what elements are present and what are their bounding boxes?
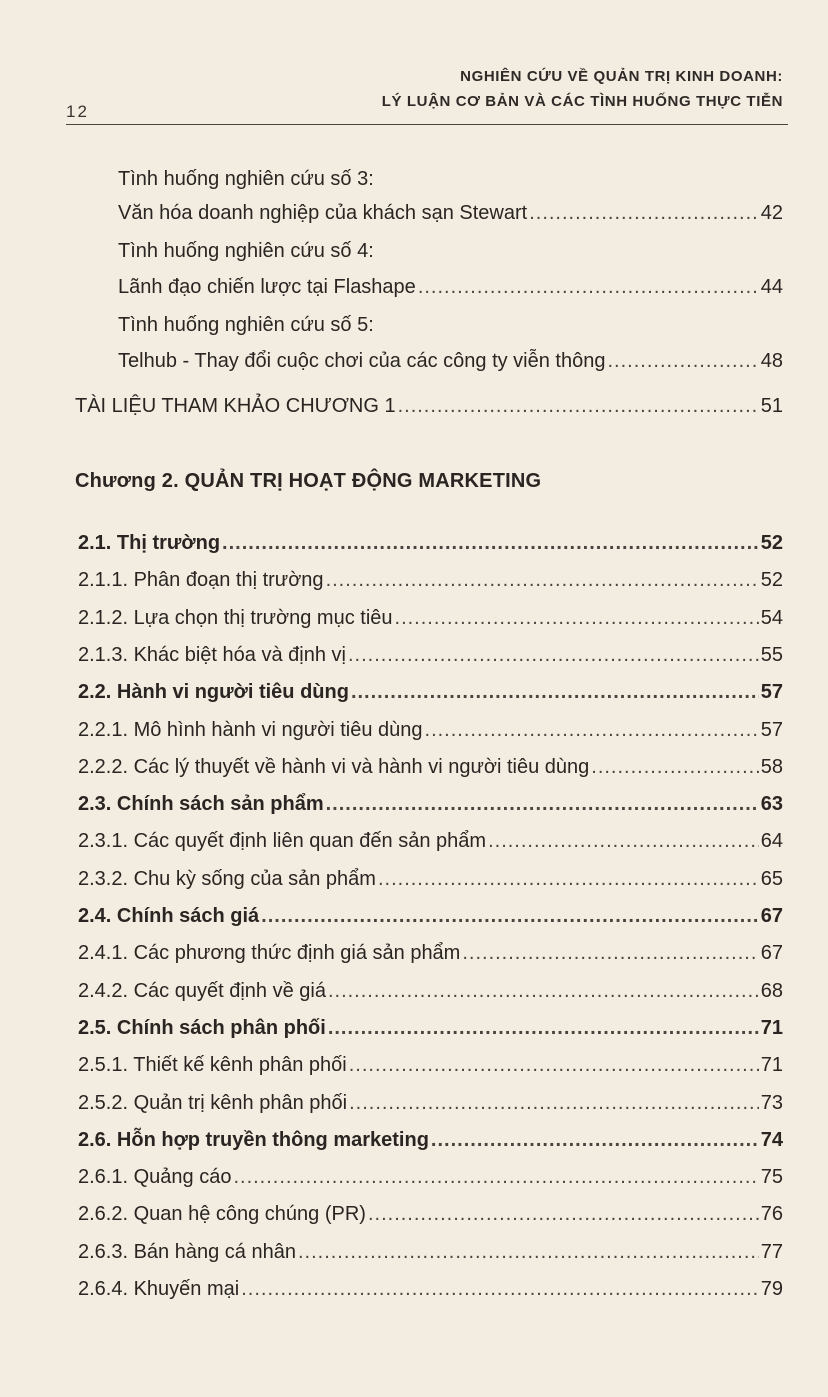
toc-section-entry[interactable] (78, 530, 783, 556)
toc-entry-page: 55 (760, 644, 783, 666)
toc-entry-label: 2.2.1. Mô hình hành vi người tiêu dùng (78, 719, 423, 741)
toc-entry-label: 2.5.1. Thiết kế kênh phân phối (78, 1054, 347, 1076)
dot-leader (349, 1090, 759, 1116)
toc-entry-label: Văn hóa doanh nghiệp của khách sạn Stewart (118, 202, 528, 224)
dot-leader (431, 1127, 759, 1153)
toc-section-entry[interactable] (78, 903, 783, 929)
toc-entry-page: 79 (760, 1278, 783, 1300)
dot-leader (488, 828, 759, 854)
toc-entry-label: 2.5.2. Quản trị kênh phân phối (78, 1092, 348, 1114)
toc-entry-page: 52 (760, 532, 783, 554)
toc-subsection-entry[interactable] (78, 978, 783, 1004)
toc-entry-page: 58 (760, 756, 783, 778)
toc-entry-label: 2.4. Chính sách giá (78, 905, 260, 927)
chapter-heading: Chương 2. QUẢN TRỊ HOẠT ĐỘNG MARKETING (75, 470, 542, 492)
toc-entry-page: 54 (760, 607, 783, 629)
toc-entry-label: 2.1.2. Lựa chọn thị trường mục tiêu (78, 607, 393, 629)
toc-subsection-entry[interactable] (78, 754, 783, 780)
dot-leader (418, 274, 759, 300)
toc-entry-page: 73 (760, 1092, 783, 1114)
toc-subsection-entry[interactable] (78, 1090, 783, 1116)
toc-subsection-entry[interactable] (78, 866, 783, 892)
toc-entry-label: TÀI LIỆU THAM KHẢO CHƯƠNG 1 (75, 395, 396, 417)
toc-entry-page: 77 (760, 1241, 783, 1263)
dot-leader (348, 642, 759, 668)
toc-entry-page: 57 (760, 719, 783, 741)
toc-entry-references[interactable] (75, 393, 783, 419)
dot-leader (425, 717, 759, 743)
toc-entry-label: 2.4.1. Các phương thức định giá sản phẩm (78, 942, 461, 964)
toc-entry-page: 51 (760, 395, 783, 417)
toc-subsection-entry[interactable] (78, 1239, 783, 1265)
toc-subsection-entry[interactable] (78, 1164, 783, 1190)
toc-entry-label: 2.6.4. Khuyến mại (78, 1278, 240, 1300)
dot-leader (261, 903, 759, 929)
toc-subsection-entry[interactable] (78, 605, 783, 631)
toc-entry-label: 2.2.2. Các lý thuyết về hành vi và hành vi người tiêu dùng (78, 756, 590, 778)
toc-section-entry[interactable] (78, 1127, 783, 1153)
toc-entry-page: 64 (760, 830, 783, 852)
toc-entry-label: 2.3.1. Các quyết định liên quan đến sản phẩm (78, 830, 487, 852)
case-3-intro: Tình huống nghiên cứu số 3: (118, 168, 374, 190)
dot-leader (349, 1052, 759, 1078)
toc-entry-page: 52 (760, 569, 783, 591)
toc-entry-case-4[interactable] (118, 274, 783, 300)
toc-entry-page: 42 (760, 202, 783, 224)
toc-entry-page: 57 (760, 681, 783, 703)
toc-entry-label: 2.1. Thị trường (78, 532, 221, 554)
toc-subsection-entry[interactable] (78, 1201, 783, 1227)
toc-entry-page: 71 (760, 1054, 783, 1076)
running-title-line-1: NGHIÊN CỨU VỀ QUẢN TRỊ KINH DOANH: (460, 68, 783, 85)
dot-leader (222, 530, 759, 556)
toc-entry-case-5[interactable] (118, 348, 783, 374)
dot-leader (328, 978, 759, 1004)
toc-entry-page: 67 (760, 942, 783, 964)
running-title (382, 64, 783, 114)
toc-subsection-entry[interactable] (78, 567, 783, 593)
toc-entry-label: Telhub - Thay đổi cuộc chơi của các công ty viễn thông (118, 350, 606, 372)
dot-leader (326, 567, 759, 593)
dot-leader (398, 393, 759, 419)
page-number: 12 (66, 102, 89, 121)
toc-entry-page: 48 (760, 350, 783, 372)
toc-subsection-entry[interactable] (78, 828, 783, 854)
dot-leader (462, 940, 758, 966)
toc-entry-label: 2.6.3. Bán hàng cá nhân (78, 1241, 296, 1263)
dot-leader (529, 200, 759, 226)
toc-entry-label: 2.4.2. Các quyết định về giá (78, 980, 326, 1002)
toc-entry-label: 2.6. Hỗn hợp truyền thông marketing (78, 1129, 429, 1151)
toc-section-entry[interactable] (78, 791, 783, 817)
case-4-intro: Tình huống nghiên cứu số 4: (118, 240, 374, 262)
toc-entry-label: Lãnh đạo chiến lược tại Flashape (118, 276, 416, 298)
toc-entry-page: 76 (760, 1203, 783, 1225)
toc-entry-label: 2.6.2. Quan hệ công chúng (PR) (78, 1203, 366, 1225)
toc-entry-page: 65 (760, 868, 783, 890)
toc-entry-label: 2.1.3. Khác biệt hóa và định vị (78, 644, 346, 666)
page-header (0, 0, 828, 130)
toc-entry-page: 63 (760, 793, 783, 815)
dot-leader (326, 791, 759, 817)
toc-entry-page: 74 (760, 1129, 783, 1151)
toc-subsection-entry[interactable] (78, 940, 783, 966)
dot-leader (591, 754, 758, 780)
dot-leader (241, 1276, 759, 1302)
toc-entry-case-3[interactable] (118, 200, 783, 226)
dot-leader (378, 866, 759, 892)
case-5-intro: Tình huống nghiên cứu số 5: (118, 314, 374, 336)
toc-entry-page: 75 (760, 1166, 783, 1188)
toc-entry-page: 44 (760, 276, 783, 298)
toc-section-entry[interactable] (78, 1015, 783, 1041)
dot-leader (395, 605, 759, 631)
toc-entry-page: 67 (760, 905, 783, 927)
toc-entry-page: 71 (760, 1017, 783, 1039)
toc-entry-label: 2.1.1. Phân đoạn thị trường (78, 569, 324, 591)
toc-subsection-entry[interactable] (78, 717, 783, 743)
dot-leader (328, 1015, 759, 1041)
toc-entry-label: 2.3. Chính sách sản phẩm (78, 793, 324, 815)
dot-leader (233, 1164, 758, 1190)
toc-section-entry[interactable] (78, 679, 783, 705)
toc-subsection-entry[interactable] (78, 642, 783, 668)
dot-leader (351, 679, 759, 705)
dot-leader (607, 348, 758, 374)
dot-leader (368, 1201, 759, 1227)
toc-entry-label: 2.6.1. Quảng cáo (78, 1166, 232, 1188)
toc-subsection-entry[interactable] (78, 1052, 783, 1078)
toc-subsection-entry[interactable] (78, 1276, 783, 1302)
dot-leader (298, 1239, 759, 1265)
toc-entry-page: 68 (760, 980, 783, 1002)
running-title-line-2: LÝ LUẬN CƠ BẢN VÀ CÁC TÌNH HUỐNG THỰC TIỄN (381, 93, 783, 110)
toc-entry-label: 2.3.2. Chu kỳ sống của sản phẩm (78, 868, 376, 890)
toc-entry-label: 2.5. Chính sách phân phối (78, 1017, 326, 1039)
header-rule (66, 124, 788, 125)
toc-entry-label: 2.2. Hành vi người tiêu dùng (78, 681, 349, 703)
